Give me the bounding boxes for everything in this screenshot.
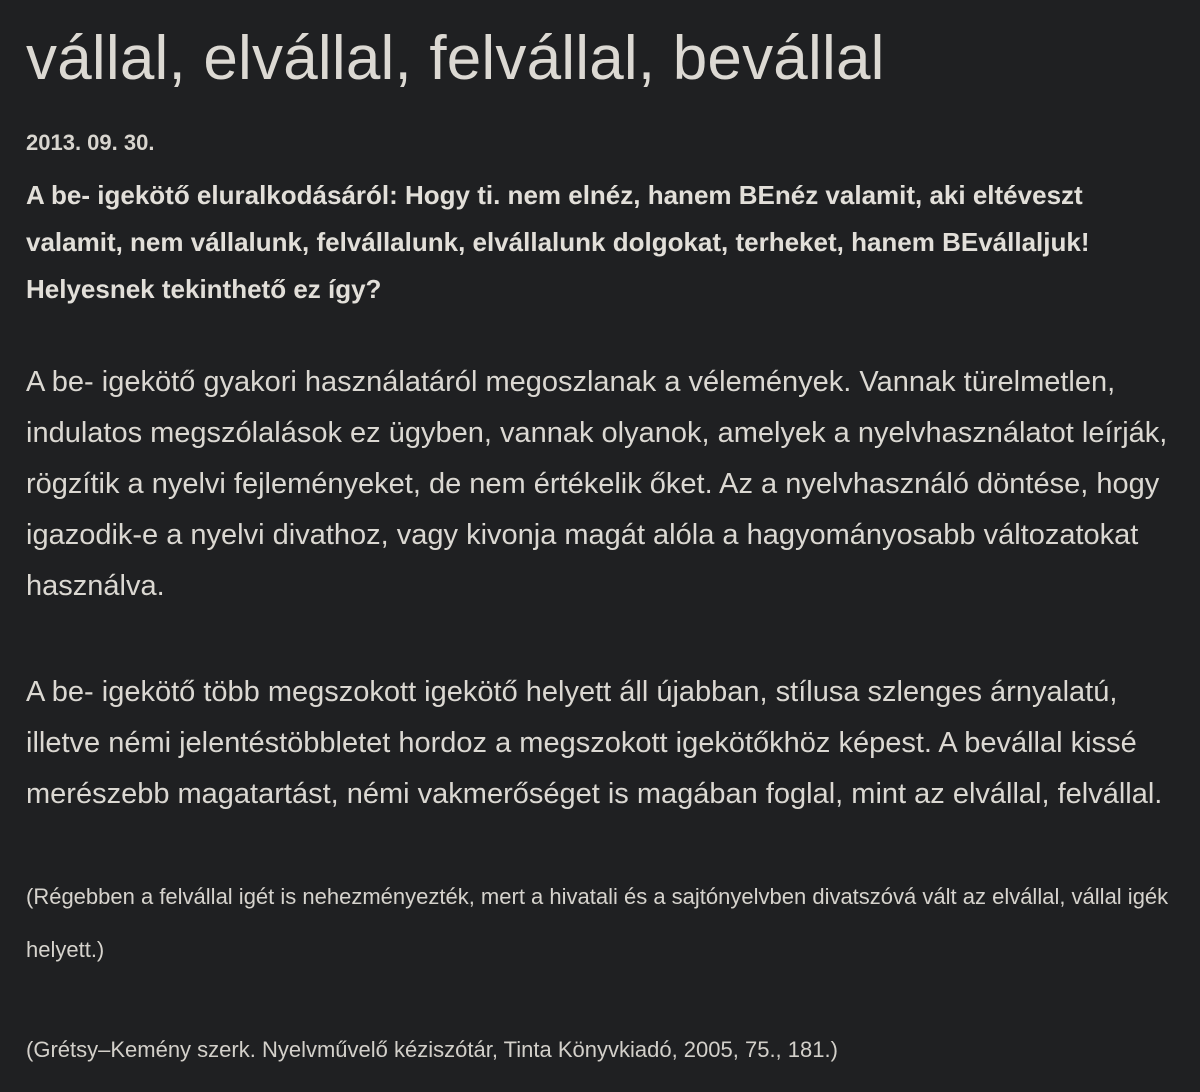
parenthetical-note: (Régebben a felvállal igét is nehezményezték, mert a hivatali és a sajtónyelvben divatszóvá vált az elvállal, vállal igék helyett.) [26, 884, 1169, 962]
article-date: 2013. 09. 30. [26, 130, 155, 155]
answer-paragraph-2: A be- igekötő több megszokott igekötő helyett áll újabban, stílusa szlenges árnyalatú, illetve némi jelentéstöbbletet hordoz a megszokott igekötőkhöz képest. A bevállal kissé merészebb magatartást, némi vakmerőséget is magában foglal, mint az elvállal, felvállal. [26, 676, 1163, 810]
reader-question: A be- igekötő eluralkodásáról: Hogy ti. nem elnéz, hanem BEnéz valamit, aki eltéveszt valamit, nem vállalunk, felvállalunk, elvállalunk dolgokat, terheket, hanem BEvállaljuk! Helyesnek tekinthető ez így? [26, 180, 1090, 304]
source-citation: (Grétsy–Kemény szerk. Nyelvművelő kéziszótár, Tinta Könyvkiadó, 2005, 75., 181.) [26, 1037, 838, 1062]
article-title: vállal, elvállal, felvállal, bevállal [26, 24, 885, 93]
answer-paragraph-1: A be- igekötő gyakori használatáról megoszlanak a vélemények. Vannak türelmetlen, indulatos megszólalások ez ügyben, vannak olyanok, amelyek a nyelvhasználatot leírják, rögzítik a nyelvi fejleményeket, de nem értékelik őket. Az a nyelvhasználó döntése, hogy igazodik-e a nyelvi divathoz, vagy kivonja magát alóla a hagyományosabb változatokat használva. [26, 366, 1168, 602]
